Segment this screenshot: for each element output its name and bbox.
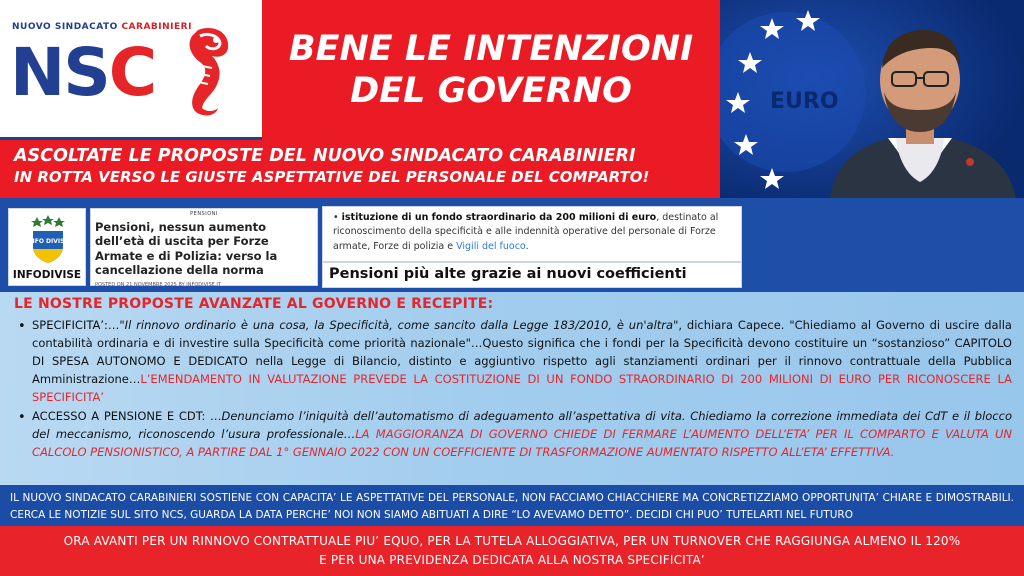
headline-banner: [262, 0, 720, 140]
logo-wordmark: NSC: [10, 34, 156, 111]
proposals-section: [0, 292, 1024, 485]
subheader-line2: IN ROTTA VERSO LE GIUSTE ASPETTATIVE DEL PERSONALE DEL COMPARTO!: [14, 167, 650, 186]
subheader-line1: ASCOLTATE LE PROPOSTE DEL NUOVO SINDACATO CARABINIERI: [14, 146, 636, 166]
item1-text: , dichiara Capece. "Chiediamo al Governo di uscire dalla contabilità ordinaria e di investire sulla Specificità come priorità nazionale"…Questo significa che i fondi per la Specificità devono costituire un “sostanzioso” CAPITOLO DI SPESA AUTONOMO E DEDICATO nella Legge di Bilancio, distinto e aggiuntivo rispetto agli stanziamenti ordinari per il rinnovo contrattuale della Pubblica Amministrazione…: [32, 318, 1012, 386]
item2-head: ACCESSO A PENSIONE E CDT: …: [32, 408, 222, 423]
item2-quote: Denunciamo l’iniquità dell’automatismo di adeguamento all’aspettativa di vita. Chiediamo la correzione immediata dei CdT e il blocco del meccanismo, riconoscendo l’usura professionale…: [32, 408, 1012, 441]
speaker-portrait-image: [720, 0, 1024, 198]
footer-statement-text: IL NUOVO SINDACATO CARABINIERI SOSTIENE CON CAPACITA’ LE ASPETTATIVE DEL PERSONALE, NON FACCIAMO CHIACCHIERE MA CONCRETIZZIAMO OPPORTUNITA’ CHIARE E DIMOSTRABILI. CERCA LE NOTIZIE SUL SITO NCS, GUARDA LA DATA PERCHE’ NOI NON SIAMO ABITUATI A DIRE “LO AVEVAMO DETTO”. DECIDI CHI PUO’ TUTELARTI NEL FUTURO: [10, 492, 1014, 521]
coefficients-title: Pensioni più alte grazie ai nuovi coefficienti: [329, 266, 687, 282]
subheader-banner: [0, 140, 720, 198]
fund-text: , destinato al riconoscimento della specificità e alle indennità operative del personale di Forze armate, Forze di polizia e: [333, 212, 719, 252]
item1-highlight: L’EMENDAMENTO IN VALUTAZIONE PREVEDE LA COSTITUZIONE DI UN FONDO STRAORDINARIO DI 200 MILIONI DI EURO PER RICONOSCERE LA SPECIFICITA’: [32, 371, 1012, 404]
article-category: PENSIONI: [190, 211, 218, 217]
footer-call-to-action: [0, 526, 1024, 576]
bullet-icon: •: [333, 212, 342, 223]
speaker-photo: [720, 0, 1024, 198]
eu-text: EURO: [770, 89, 839, 114]
list-item: [14, 408, 1012, 462]
infodivise-badge-icon: [9, 209, 87, 265]
news-article-card[interactable]: [90, 208, 318, 286]
infodivise-badge-text: INFO DIVISE: [27, 238, 69, 245]
nsc-logo: [0, 0, 262, 140]
infodivise-label: INFODIVISE: [12, 269, 82, 281]
headline-line2: DEL GOVERNO: [350, 71, 632, 111]
article-title: Pensioni, nessun aumento dell’età di uscita per Forze Armate e di Polizia: verso la cancellazione della norma: [95, 220, 278, 278]
headline-line1: BENE LE INTENZIONI: [288, 29, 694, 69]
item1-head: SPECIFICITA’:…: [32, 318, 120, 332]
seahorse-emblem-icon: [178, 22, 238, 122]
proposals-title: LE NOSTRE PROPOSTE AVANZATE AL GOVERNO E RECEPITE:: [14, 296, 494, 312]
list-item: [14, 317, 1012, 407]
item2-highlight: LA MAGGIORANZA DI GOVERNO CHIEDE DI FERMARE L’AUMENTO DELL’ETA’ PER IL COMPARTO E VALUTA UN CALCOLO PENSIONISTICO, A PARTIRE DAL 1° GENNAIO 2022 CON UN COEFFICIENTE DI TRASFORMAZIONE AUMENTATO RISPETTO ALL’ETA’ EFFETTIVA.: [32, 426, 1012, 459]
proposals-list: [14, 317, 1012, 462]
footer-cta-line1: ORA AVANTI PER UN RINNOVO CONTRATTUALE PIU’ EQUO, PER LA TUTELA ALLOGGIATIVA, PER UN TURNOVER CHE RAGGIUNGA ALMENO IL 120%: [63, 534, 961, 548]
fund-clipping: [322, 206, 742, 262]
fund-end: .: [525, 240, 529, 252]
logo-tagline: NUOVO SINDACATO CARABINIERI: [12, 22, 192, 32]
footer-statement: [0, 485, 1024, 526]
fund-bold-text: istituzione di un fondo straordinario da 200 milioni di euro: [341, 212, 657, 223]
article-meta: POSTED ON 21 NOVEMBRE 2025 BY INFODIVISE.IT: [95, 281, 221, 288]
coefficients-clipping: [322, 262, 742, 288]
fund-link[interactable]: Vigili del fuoco: [456, 240, 526, 252]
item1-quote: "Il rinnovo ordinario è una cosa, la Specificità, come sancito dalla Legge 183/2010, è un'altra": [119, 318, 679, 332]
footer-cta-line2: E PER UNA PREVIDENZA DEDICATA ALLA NOSTRA SPECIFICITA’: [319, 552, 705, 567]
infodivise-logo: [8, 208, 86, 286]
